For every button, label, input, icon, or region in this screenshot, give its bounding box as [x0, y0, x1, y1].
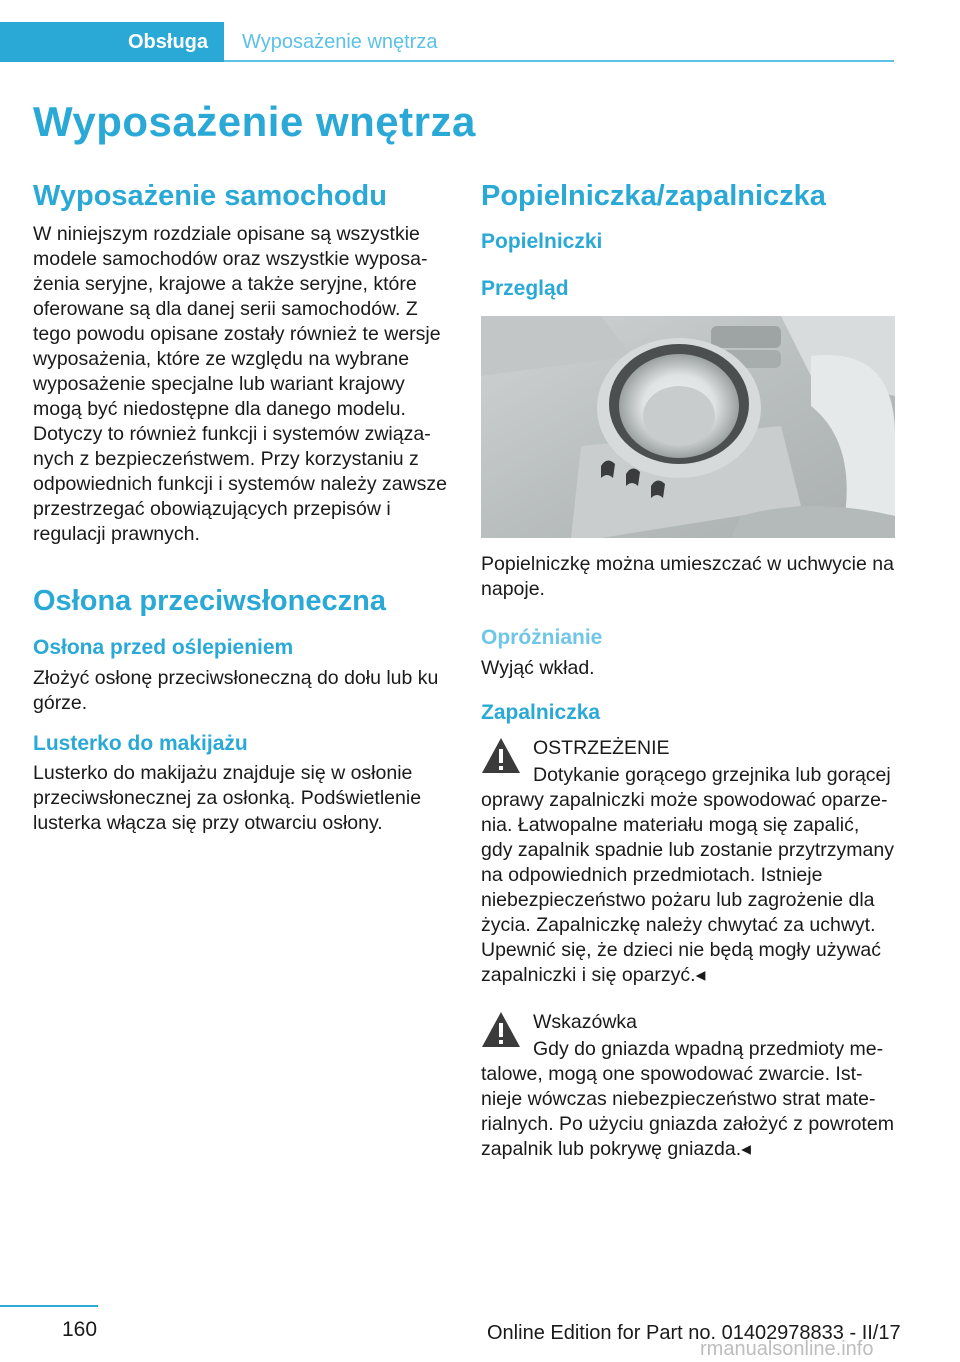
equipment-text: W niniejszym rozdziale opisane są wszystkie modele samochodów oraz wszystkie wyposażenia seryjne, krajowe a także seryjne, które oferowane są dla danej serii samochodów. Z tego powodu opisane zostały również te wersje wyposażenia, które ze względu na wybrane wyposażenie specjalne lub wariant krajowy mogą być niedostępne dla danego modelu. Dotyczy to również funkcji i systemów związanych z bezpieczeństwem. Przy korzystaniu z odpowiednich funkcji i systemów należy zawsze przestrzegać obowiązujących przepisów i regulacji prawnych.	[33, 222, 448, 545]
subsection-title-mirror: Lusterko do makijażu	[33, 731, 248, 755]
emptying-text: Wyjąć wkład.	[481, 656, 595, 679]
warning-block	[481, 736, 895, 988]
warning-triangle-icon	[481, 1010, 521, 1050]
glare-text: Złożyć osłonę przeciwsłoneczną do dołu lub ku górze.	[33, 666, 439, 714]
section-breadcrumb: Wyposażenie wnętrza	[242, 31, 438, 53]
header-divider	[224, 60, 894, 62]
watermark: rmanualsonline.info	[700, 1338, 874, 1360]
photo-caption: Popielniczkę można umieszczać w uchwycie na napoje.	[481, 553, 894, 601]
section-title-ashtray-lighter: Popielniczka/zapalniczka	[481, 180, 826, 212]
left-column	[33, 178, 449, 836]
page-title: Wyposażenie wnętrza	[33, 98, 476, 145]
note-block	[481, 1010, 895, 1162]
subsection-title-emptying: Opróżnianie	[481, 626, 603, 650]
warning-title: OSTRZEŻENIE	[533, 736, 670, 759]
ashtray-photo	[481, 316, 895, 538]
warning-text: Dotykanie gorącego grzejnika lub gorącej oprawy zapalniczki może spowodować oparzenia. Łatwopalne materiału mogą się zapalić, gdy zapalnik spadnie lub zostanie przytrzymany na odpowiednich przedmiotach. Istnieje niebezpieczeństwo pożaru lub zagrożenie dla życia. Zapalniczkę należy chwytać za uchwyt. Upewnić się, że dzieci nie będą mogły używać zapalniczki i się oparzyć.◂	[481, 763, 894, 986]
section-title-equipment: Wyposażenie samochodu	[33, 180, 387, 212]
mirror-text: Lusterko do makijażu znajduje się w osłonie przeciwsłonecznej za osłonką. Podświetlenie lusterka włącza się przy otwarciu osłony.	[33, 761, 422, 834]
subsection-title-lighter: Zapalniczka	[481, 700, 601, 724]
chapter-tab: Obsługa	[0, 22, 224, 62]
subsection-title-glare: Osłona przed oślepieniem	[33, 636, 294, 660]
section-title-sun-visor: Osłona przeciwsłoneczna	[33, 584, 386, 617]
page-number: 160	[62, 1318, 98, 1341]
edition-line: Online Edition for Part no. 01402978833 - II/17	[487, 1322, 901, 1344]
warning-triangle-icon	[481, 736, 521, 776]
subsection-title-ashtrays: Popielniczki	[481, 229, 603, 253]
note-title: Wskazówka	[533, 1010, 638, 1033]
footer-divider	[0, 1305, 98, 1307]
right-column	[481, 178, 895, 1162]
note-text: Gdy do gniazda wpadną przedmioty metalowe, mogą one spowodować zwarcie. Istnieje wówczas niebezpieczeństwo strat materialnych. Po użyciu gniazda założyć z powrotem zapalnik lub pokrywę gniazda.◂	[481, 1037, 894, 1160]
subsection-title-overview: Przegląd	[481, 276, 569, 300]
